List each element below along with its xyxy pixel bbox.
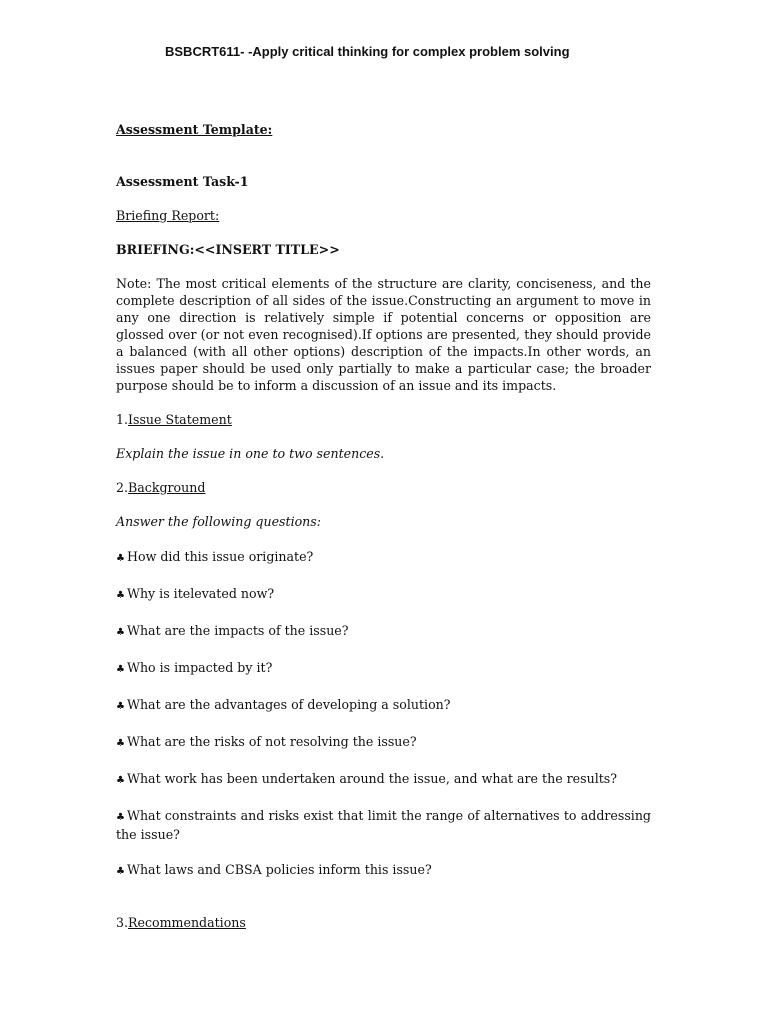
section-number: 3.: [116, 915, 129, 930]
question-text: What constraints and risks exist that limit the range of alternatives to addressing the issue?: [116, 808, 651, 842]
section-title: Issue Statement: [128, 412, 232, 427]
briefing-title: BRIEFING:<<INSERT TITLE>>: [116, 242, 340, 257]
club-bullet-icon: ♣: [116, 664, 125, 675]
club-bullet-icon: ♣: [116, 627, 125, 638]
section-background: [116, 479, 651, 496]
question-item: [116, 861, 651, 880]
question-item: [116, 622, 651, 641]
club-bullet-icon: ♣: [116, 701, 125, 712]
question-text: What laws and CBSA policies inform this issue?: [127, 862, 432, 877]
assessment-template-heading: Assessment Template:: [116, 122, 273, 137]
question-item: [116, 659, 651, 678]
club-bullet-icon: ♣: [116, 738, 125, 749]
section-issue-statement: [116, 411, 651, 428]
question-item: [116, 807, 651, 843]
question-text: What are the risks of not resolving the issue?: [127, 734, 417, 749]
document-body: [116, 121, 651, 931]
document-header: BSBCRT611- -Apply critical thinking for complex problem solving: [165, 44, 570, 59]
task-title: Assessment Task-1: [116, 174, 249, 189]
section-number: 1.: [116, 412, 129, 427]
note-paragraph: Note: The most critical elements of the structure are clarity, conciseness, and the complete description of all sides of the issue.Constructing an argument to move in any one direction is relatively simple if potential concerns or opposition are glossed over (or not even recognised).If options are presented, they should provide a balanced (with all other options) description of the impacts.In other words, an issues paper should be used only partially to make a particular case; the broader purpose should be to inform a discussion of an issue and its impacts.: [116, 276, 651, 393]
section-title: Background: [128, 480, 206, 495]
background-instruction: Answer the following questions:: [116, 514, 321, 529]
question-item: [116, 696, 651, 715]
club-bullet-icon: ♣: [116, 590, 125, 601]
question-text: Why is itelevated now?: [127, 586, 275, 601]
question-text: What work has been undertaken around the issue, and what are the results?: [127, 771, 617, 786]
briefing-report-label: Briefing Report:: [116, 208, 220, 223]
club-bullet-icon: ♣: [116, 812, 125, 823]
question-text: What are the impacts of the issue?: [127, 623, 349, 638]
section-recommendations: [116, 914, 651, 931]
question-text: How did this issue originate?: [127, 549, 314, 564]
section-title: Recommendations: [128, 915, 246, 930]
question-text: What are the advantages of developing a solution?: [127, 697, 451, 712]
question-text: Who is impacted by it?: [127, 660, 273, 675]
question-item: [116, 733, 651, 752]
question-item: [116, 585, 651, 604]
section-number: 2.: [116, 480, 129, 495]
club-bullet-icon: ♣: [116, 553, 125, 564]
issue-statement-instruction: Explain the issue in one to two sentences.: [116, 446, 385, 461]
club-bullet-icon: ♣: [116, 775, 125, 786]
question-item: [116, 770, 651, 789]
question-item: [116, 548, 651, 567]
club-bullet-icon: ♣: [116, 866, 125, 877]
